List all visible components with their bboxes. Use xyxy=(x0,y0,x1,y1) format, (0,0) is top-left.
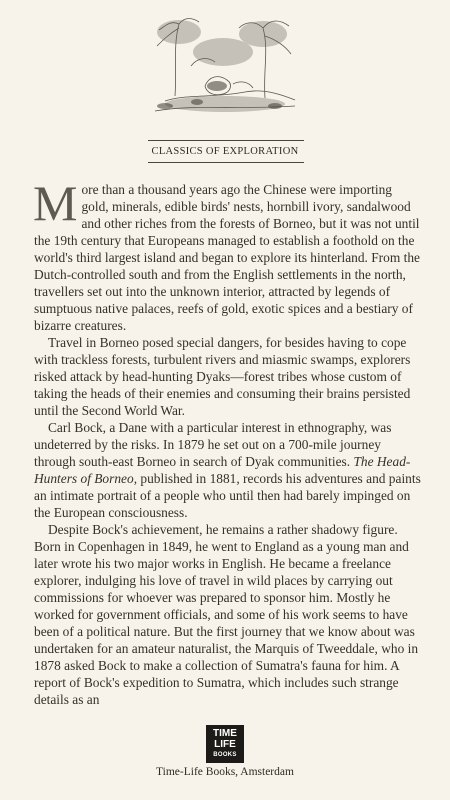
paragraph-3 xyxy=(34,419,422,521)
time-life-books-logo xyxy=(206,725,244,763)
series-rule-top xyxy=(148,140,304,141)
paragraph-1 xyxy=(33,175,422,334)
logo-line-1: TIME xyxy=(213,727,237,739)
jungle-vignette-illustration xyxy=(145,6,305,126)
logo-line-3: BOOKS xyxy=(213,751,237,758)
publisher-line: Time-Life Books, Amsterdam xyxy=(156,766,294,778)
series-rule-bottom xyxy=(148,162,304,163)
blurb-text xyxy=(33,175,422,708)
paragraph-3-text-a: Carl Bock, a Dane with a particular interest in ethnography, was undeterred by the risks. In 1879 he set out on a 700-mile journey through south-east Borneo in search of Dyak communities. xyxy=(34,420,392,469)
paragraph-1-text: ore than a thousand years ago the Chinese were importing gold, minerals, edible birds' nests, hornbill ivory, sandalwood and other riches from the forests of Borneo, but it was not until the 19th century that Europeans managed to establish a foothold on the world's third largest island and began to explore its hinterland. From the Dutch-controlled south and from the English settlements in the north, travellers set out into the unknown interior, attracted by legends of sumptuous native palaces, reefs of gold, exotic spices and a bestiary of bizarre creatures. xyxy=(34,182,420,333)
drop-cap: M xyxy=(33,175,78,231)
book-title: The Head-Hunters of Borneo xyxy=(34,454,411,486)
paragraph-4: Despite Bock's achievement, he remains a rather shadowy figure. Born in Copenhagen in 1849, he went to England as a young man and later wrote his two major works in English. He became a freelance explorer, indulging his love of travel in wild places by carrying out commissions for whoever was prepared to sponsor him. Mostly he worked for government officials, and some of his work seems to have been of a political nature. But the first journey that we know about was undertaken for an amateur naturalist, the Marquis of Tweeddale, who in 1878 asked Bock to make a collection of Sumatra's fauna for him. A report of Bock's expedition to Sumatra, which includes such strange details as an xyxy=(34,522,419,707)
paragraph-3-text-b: , published in 1881, records his adventures and paints an intimate portrait of a people who until then had barely impinged on the European consciousness. xyxy=(34,471,421,520)
series-title: CLASSICS OF EXPLORATION xyxy=(151,146,299,157)
paragraph-2: Travel in Borneo posed special dangers, for besides having to cope with trackless forests, turbulent rivers and miasmic swamps, explorers risked attack by head-hunting Dyaks—forest tribes whose custom of taking the heads of their enemies and consuming their brains persisted until the Second World War. xyxy=(34,335,411,418)
logo-line-2: LIFE xyxy=(214,738,236,750)
